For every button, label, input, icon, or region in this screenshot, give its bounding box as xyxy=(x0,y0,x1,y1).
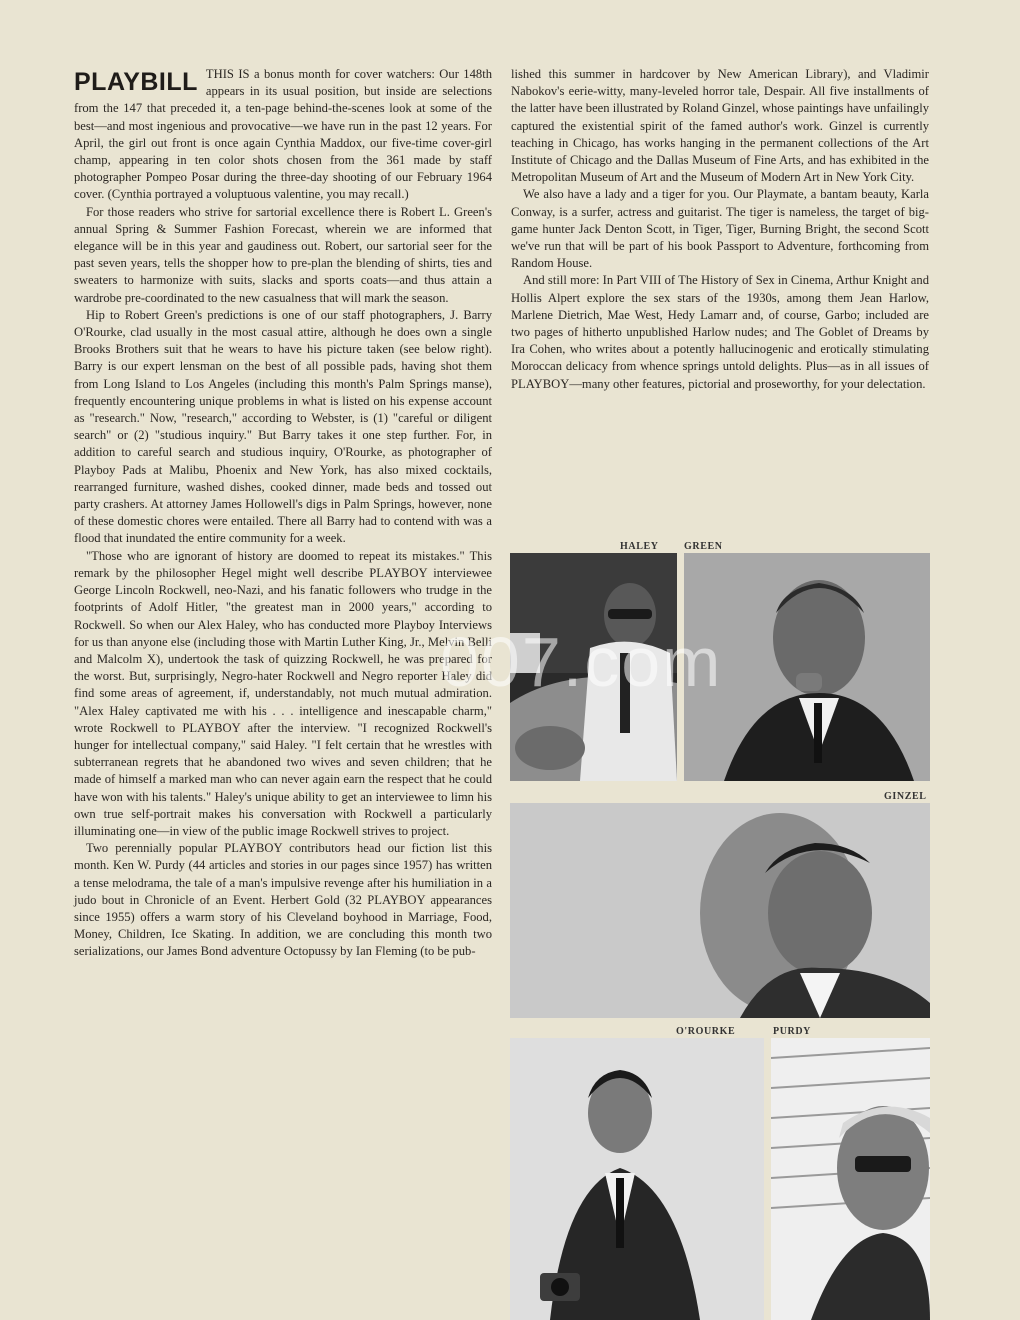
caption-purdy: PURDY xyxy=(773,1026,811,1037)
left-text-column xyxy=(74,66,492,961)
paragraph-orourke: Hip to Robert Green's predictions is one of our staff photographers, J. Barry O'Rourke, clad usually in the most casual attire, although he does own a single Brooks Brothers suit that he wears to have his picture taken (see below right). Barry is our expert lensman on the best of all possible pads, having shot them from Long Island to Los Angeles (including this month's Palm Springs manse), frequently encountering unique problems in what is listed on his expense account as "research." Now, "research," according to Webster, is (1) "careful or diligent search" or (2) "studious inquiry." But Barry takes it one step further. For, in addition to careful search and studious inquiry, O'Rourke, as photographer of Playboy Pads at Malibu, Phoenix and New York, has also mixed cocktails, rearranged furniture, washed dishes, cooked dinner, made beds and tossed out party crashers. At attorney James Hollowell's digs in Palm Springs, however, none of these domestic chores were entailed. There all Barry had to contend with was a flood that inundated the entire community for a week. xyxy=(74,307,492,546)
photo-orourke xyxy=(510,1038,764,1320)
paragraph-fashion: For those readers who strive for sartorial excellence there is Robert L. Green's annual Spring & Summer Fashion Forecast, wherein we are informed that elegance will be in this year and gaudiness out. Robert, our sartorial seer for the past seven years, tells the shopper how to pre-plan the blending of shirts, ties and sweaters to harmonize with suits, slacks and sports coats—and thus attain a wardrobe pre-coordinated to the new casualness that will mark the season. xyxy=(74,204,492,305)
paragraph-nabokov: lished this summer in hardcover by New American Library), and Vladimir Nabokov's eerie-witty, many-leveled horror tale, Despair. All five installments of the latter have been illustrated by Roland Ginzel, whose paintings have unfailingly captured the existential spirit of the famed author's work. Ginzel is currently teaching in Chicago, has works hanging in the permanent collections of the Art Institute of Chicago and the Dallas Museum of Fine Arts, and has exhibited in the Metropolitan Museum of Art and the Museum of Modern Art in New York City. xyxy=(511,67,929,185)
watermark-text: 007.com xyxy=(440,623,723,701)
paragraph-rockwell: "Those who are ignorant of history are doomed to repeat its mistakes." This remark by the philosopher Hegel might well describe PLAYBOY interviewee George Lincoln Rockwell, neo-Nazi, and his fanatic followers who trudge in the footprints of Adolf Hitler, "the greatest man in 2000 years," according to Rockwell. So when our Alex Haley, who has conducted more Playboy Interviews for us than anyone else (including those with Martin Luther King, Jr., Melvin Belli and Malcolm X), undertook the task of quizzing Rockwell, he was prepared for the worst. But, surprisingly, Negro-hater Rockwell and Negro reporter Haley did find some areas of agreement, if, understandably, not much mutual admiration. "Alex Haley captivated me with his . . . intelligence and inescapable charm," wrote Rockwell to PLAYBOY after the interview. "I recognized Rockwell's hunger for intellectual company," said Haley. "I felt certain that he wrestles with subterranean regrets that he abandoned two wives and seven children; that he made of himself a marked man who can never again earn the respect that he could have won with his talents." Haley's unique ability to get an interviewee to limn his own true self-portrait makes his conversation with Rockwell a particularly illuminating one—in view of the public image Rockwell strives to project. xyxy=(74,548,492,838)
paragraph-history: And still more: In Part VIII of The History of Sex in Cinema, Arthur Knight and Hollis Alpert explore the sex stars of the 1930s, among them Jean Harlow, Marlene Dietrich, Mae West, Hedy Lamarr and, of course, Garbo; included are two pages of hitherto unpublished Harlow nudes; and The Goblet of Dreams by Ira Cohen, who writes about a potently hallucinogenic and erotically stimulating Moroccan delicacy from whence springs untold delights. Plus—as in all issues of PLAYBOY—many other features, pictorial and proseworthy, for your delectation. xyxy=(511,273,929,391)
photo-purdy xyxy=(771,1038,930,1320)
paragraph-playmate: We also have a lady and a tiger for you. Our Playmate, a bantam beauty, Karla Conway, is a surfer, actress and guitarist. The tiger is nameless, the target of big-game hunter Jack Denton Scott, in Tiger, Tiger, Burning Bright, the second Scott we've run that will be part of his book Passport to Adventure, forthcoming from Random House. xyxy=(511,187,929,271)
playbill-masthead: PLAYBILL xyxy=(74,68,198,96)
paragraph-fiction: Two perennially popular PLAYBOY contributors head our fiction list this month. Ken W. Purdy (44 articles and stories in our pages since 1957) has written a tense melodrama, the tale of a man's impulsive revenge after his humiliation in a judo bout in Chronicle of an Event. Herbert Gold (32 PLAYBOY appearances since 1955) offers a warm story of his Cleveland boyhood in Marriage, Food, Money, Children, Ice Skating. In addition, we are concluding this month two serializations, our James Bond adventure Octopussy by Ian Fleming (to be pub- xyxy=(74,841,492,959)
photo-ginzel xyxy=(510,803,930,1018)
paragraph-cover: THIS IS a bonus month for cover watchers: Our 148th appears in its usual position, but inside are selections from the 147 that preceded it, a ten-page behind-the-scenes look at some of the best—and most ingenious and provocative—we have run in the past 12 years. For April, the girl out front is once again Cynthia Maddox, our five-time cover-girl champ, appearing in ten color shots chosen from the 361 made by staff photographer Pompeo Posar during the three-day shooting of our February 1964 cover. (Cynthia portrayed a voluptuous valentine, you may recall.) xyxy=(74,67,492,202)
caption-orourke: O'ROURKE xyxy=(676,1026,736,1037)
caption-green: GREEN xyxy=(684,541,723,552)
caption-ginzel: GINZEL xyxy=(884,791,927,802)
right-text-column xyxy=(511,66,929,393)
caption-haley: HALEY xyxy=(620,541,659,552)
